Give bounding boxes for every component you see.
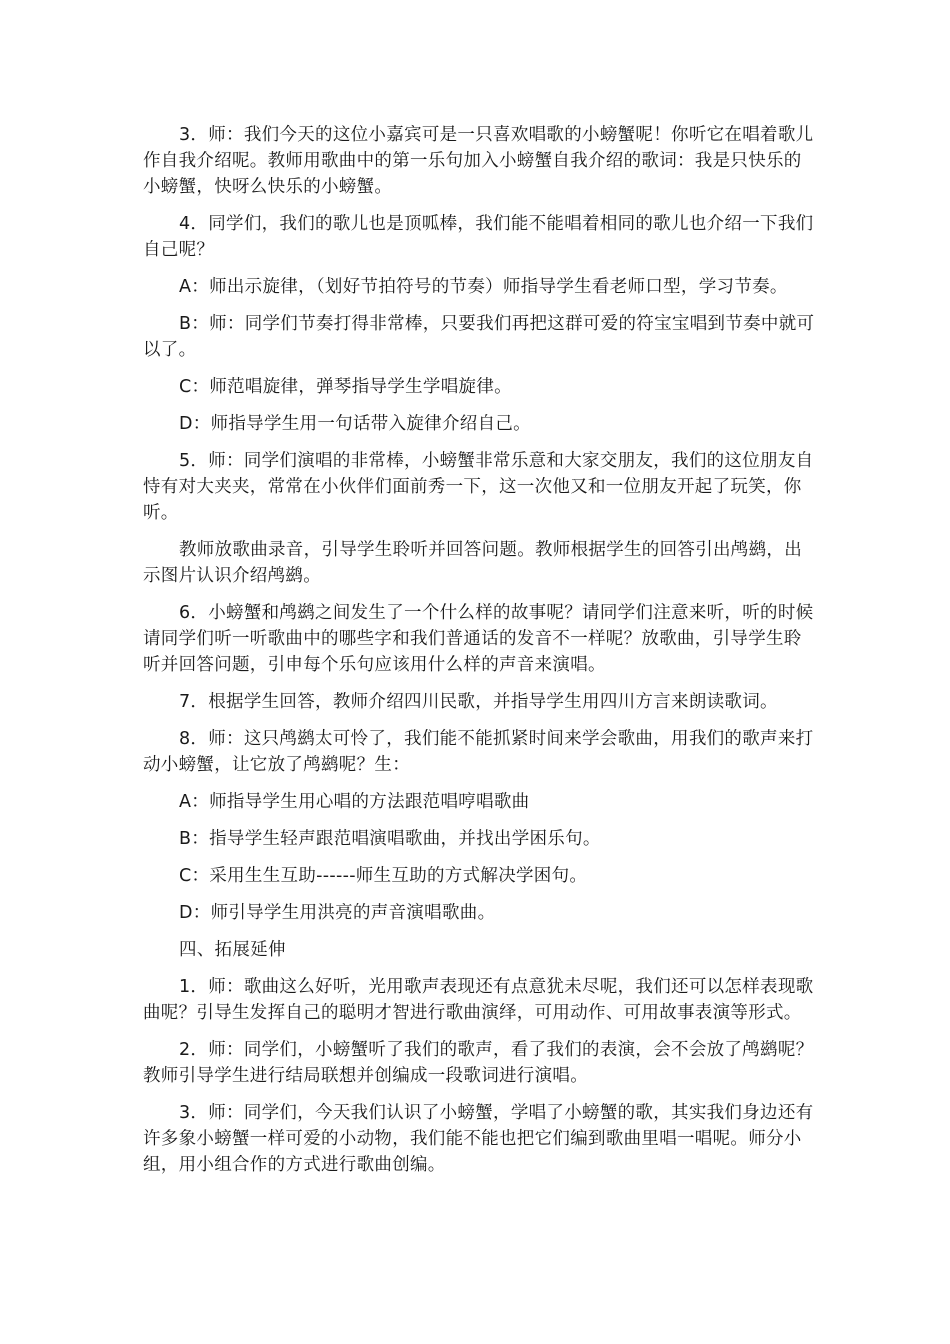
paragraph: 2．师：同学们，小螃蟹听了我们的歌声，看了我们的表演，会不会放了鸬鹚呢？教师引导学生进行结局联想并创编成一段歌词进行演唱。 bbox=[143, 1040, 814, 1086]
paragraph: C：采用生生互助------师生互助的方式解决学困句。 bbox=[179, 866, 588, 886]
paragraph: 教师放歌曲录音，引导学生聆听并回答问题。教师根据学生的回答引出鸬鹚，出示图片认识介绍鸬鹚。 bbox=[143, 540, 802, 586]
paragraph: 1．师：歌曲这么好听，光用歌声表现还有点意犹未尽呢，我们还可以怎样表现歌曲呢？引导生发挥自己的聪明才智进行歌曲演绎，可用动作、可用故事表演等形式。 bbox=[143, 977, 814, 1023]
paragraph: B：指导学生轻声跟范唱演唱歌曲，并找出学困乐句。 bbox=[179, 829, 601, 849]
paragraph: 3．师：同学们，今天我们认识了小螃蟹，学唱了小螃蟹的歌，其实我们身边还有许多象小螃蟹一样可爱的小动物，我们能不能也把它们编到歌曲里唱一唱呢。师分小组，用小组合作的方式进行歌曲创编。 bbox=[143, 1103, 814, 1175]
paragraph: 4．同学们，我们的歌儿也是顶呱棒，我们能不能唱着相同的歌儿也介绍一下我们自己呢？ bbox=[143, 214, 814, 260]
section-heading: 四、拓展延伸 bbox=[179, 940, 286, 960]
paragraph: 8．师：这只鸬鹚太可怜了，我们能不能抓紧时间来学会歌曲，用我们的歌声来打动小螃蟹，让它放了鸬鹚呢？生： bbox=[143, 729, 814, 775]
paragraph: D：师指导学生用一句话带入旋律介绍自己。 bbox=[179, 414, 531, 434]
paragraph: 5．师：同学们演唱的非常棒，小螃蟹非常乐意和大家交朋友，我们的这位朋友自恃有对大夹夹，常常在小伙伴们面前秀一下，这一次他又和一位朋友开起了玩笑，你听。 bbox=[143, 451, 814, 523]
paragraph: 7．根据学生回答，教师介绍四川民歌，并指导学生用四川方言来朗读歌词。 bbox=[179, 692, 778, 712]
document-body bbox=[143, 122, 815, 1189]
paragraph: 3．师：我们今天的这位小嘉宾可是一只喜欢唱歌的小螃蟹呢！你听它在唱着歌儿作自我介绍呢。教师用歌曲中的第一乐句加入小螃蟹自我介绍的歌词：我是只快乐的小螃蟹，快呀么快乐的小螃蟹。 bbox=[143, 125, 814, 197]
paragraph: D：师引导学生用洪亮的声音演唱歌曲。 bbox=[179, 903, 496, 923]
paragraph: 6．小螃蟹和鸬鹚之间发生了一个什么样的故事呢？请同学们注意来听，听的时候请同学们听一听歌曲中的哪些字和我们普通话的发音不一样呢？放歌曲，引导学生聆听并回答问题，引申每个乐句应该用什么样的声音来演唱。 bbox=[143, 603, 814, 675]
paragraph: C：师范唱旋律，弹琴指导学生学唱旋律。 bbox=[179, 377, 512, 397]
paragraph: A：师指导学生用心唱的方法跟范唱哼唱歌曲 bbox=[179, 792, 530, 812]
paragraph: B：师：同学们节奏打得非常棒，只要我们再把这群可爱的符宝宝唱到节奏中就可以了。 bbox=[143, 314, 815, 360]
paragraph: A：师出示旋律，（划好节拍符号的节奏）师指导学生看老师口型，学习节奏。 bbox=[179, 277, 788, 297]
